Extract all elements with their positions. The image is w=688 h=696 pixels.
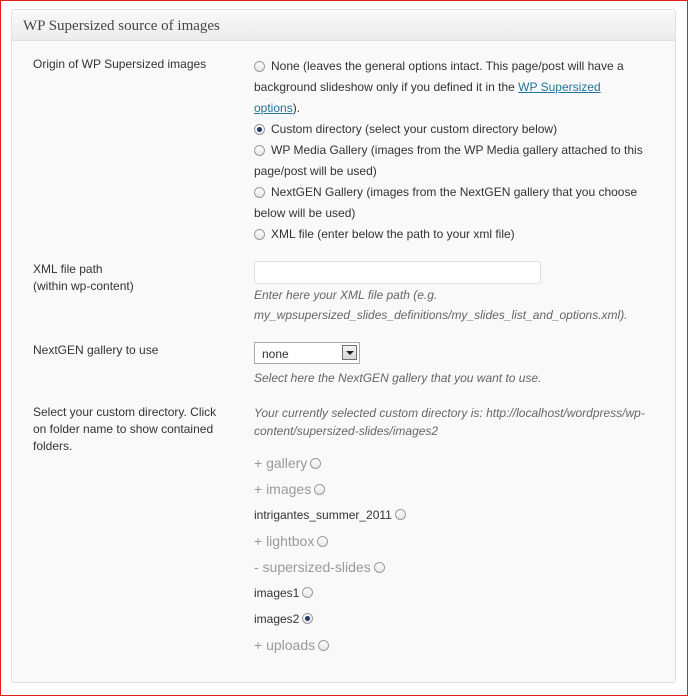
chevron-down-icon[interactable]: [342, 345, 357, 360]
origin-option-nextgen-gallery[interactable]: NextGEN Gallery (images from the NextGEN gallery that you choose: [254, 182, 654, 203]
radio-custom-directory[interactable]: [254, 124, 265, 135]
origin-options: [254, 56, 654, 245]
radio-none[interactable]: [254, 61, 265, 72]
folder-item-gallery[interactable]: + gallery: [254, 450, 654, 476]
folder-item-images2[interactable]: images2: [254, 606, 654, 632]
radio-nextgen-gallery[interactable]: [254, 187, 265, 198]
folder-item-intrigantes-summer-2011[interactable]: intrigantes_summer_2011: [254, 502, 654, 528]
folder-list: [254, 450, 654, 658]
folder-item-images1[interactable]: images1: [254, 580, 654, 606]
radio-folder-supersized-slides[interactable]: [374, 562, 385, 573]
folder-item-images[interactable]: + images: [254, 476, 654, 502]
origin-option-none-cont: background slideshow only if you defined it in the WP Supersized: [254, 80, 601, 94]
radio-folder-images1[interactable]: [302, 587, 313, 598]
wp-supersized-options-link-2[interactable]: options: [254, 101, 293, 115]
radio-folder-gallery[interactable]: [310, 458, 321, 469]
folder-item-uploads[interactable]: + uploads: [254, 632, 654, 658]
xml-field: [254, 261, 654, 325]
custom-directory-label: Select your custom directory. Click on folder name to show contained folders.: [33, 405, 217, 453]
nextgen-gallery-select[interactable]: [254, 342, 360, 364]
wp-supersized-options-link[interactable]: WP Supersized: [518, 80, 601, 94]
xml-description: Enter here your XML file path (e.g. my_wpsupersized_slides_definitions/my_slides_list_and_options.xml).: [254, 288, 628, 322]
radio-folder-intrigantes[interactable]: [395, 509, 406, 520]
origin-option-xml-file[interactable]: XML file (enter below the path to your xml file): [254, 224, 654, 245]
xml-label: XML file path (within wp-content): [33, 262, 134, 293]
custom-directory-field: [254, 404, 654, 658]
origin-option-nextgen-cont: below will be used): [254, 206, 356, 220]
radio-folder-lightbox[interactable]: [317, 536, 328, 547]
radio-folder-images2[interactable]: [302, 613, 313, 624]
radio-wp-media-gallery[interactable]: [254, 145, 265, 156]
xml-path-input[interactable]: [254, 261, 541, 284]
nextgen-description: Select here the NextGEN gallery that you want to use.: [254, 371, 542, 385]
folder-item-supersized-slides[interactable]: - supersized-slides: [254, 554, 654, 580]
origin-label: Origin of WP Supersized images: [33, 57, 207, 71]
box-title: WP Supersized source of images: [12, 10, 675, 41]
nextgen-field: [254, 342, 654, 388]
settings-box: [11, 9, 676, 683]
radio-folder-uploads[interactable]: [318, 640, 329, 651]
nextgen-label: NextGEN gallery to use: [33, 343, 159, 357]
origin-option-wp-media-cont: page/post will be used): [254, 164, 377, 178]
current-directory-text: Your currently selected custom directory is: http://localhost/wordpress/wp- content/supersized-slides/images2: [254, 406, 645, 438]
origin-option-custom-directory[interactable]: Custom directory (select your custom directory below): [254, 119, 654, 140]
folder-item-lightbox[interactable]: + lightbox: [254, 528, 654, 554]
nextgen-selected-value: none: [262, 347, 289, 361]
radio-folder-images[interactable]: [314, 484, 325, 495]
origin-option-wp-media-gallery[interactable]: WP Media Gallery (images from the WP Media gallery attached to this: [254, 140, 654, 161]
origin-option-none-cont2: options).: [254, 101, 301, 115]
radio-xml-file[interactable]: [254, 229, 265, 240]
origin-option-none[interactable]: None (leaves the general options intact. This page/post will have a: [254, 56, 654, 77]
